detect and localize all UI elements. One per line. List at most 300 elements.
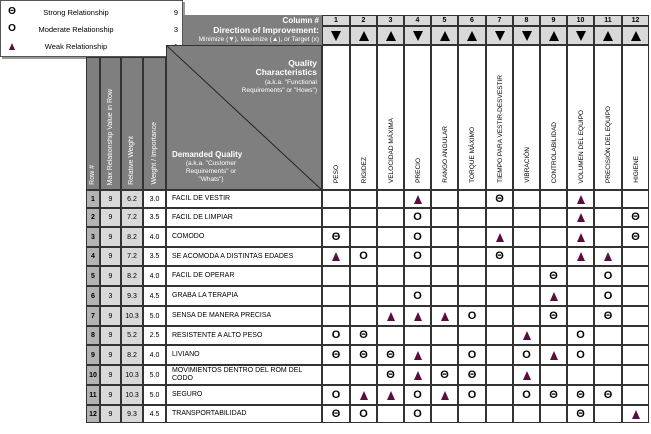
row-number-7 (86, 306, 100, 326)
column-number-text: 4 (415, 17, 420, 24)
row-max-relationship (100, 208, 121, 227)
max-relationship-value: 9 (108, 351, 113, 359)
moderate-relationship-icon: O (576, 348, 585, 361)
row-number-text: 12 (89, 410, 97, 418)
legend-row-strong (1, 4, 184, 21)
column-name-5 (431, 45, 458, 190)
relationship-cell (567, 247, 594, 266)
relationship-cell (458, 345, 486, 365)
relationship-cell (486, 365, 513, 385)
row-number-10 (86, 365, 100, 385)
relationship-cell (431, 345, 458, 365)
row-number-1 (86, 190, 100, 208)
relationship-cell (540, 306, 567, 326)
row-weight (143, 286, 166, 306)
row-relative-weight (121, 208, 143, 227)
relationship-cell (540, 345, 567, 365)
relationship-cell (567, 306, 594, 326)
row-number-header (86, 57, 100, 190)
relationship-cell (404, 326, 431, 345)
legend-value: 3 (173, 25, 178, 34)
relationship-cell (594, 208, 622, 227)
demanded-quality-title: Demanded Quality (172, 150, 243, 159)
column-name-text: RIGIDEZ (360, 156, 368, 183)
row-max-relationship (100, 385, 121, 405)
row-number-text: 1 (91, 195, 95, 203)
weak-relationship-icon (604, 252, 612, 261)
arrow-down-icon (413, 31, 423, 41)
relationship-cell (431, 227, 458, 247)
row-number-12 (86, 405, 100, 423)
row-max-relationship (100, 247, 121, 266)
direction-3 (377, 26, 404, 45)
weight-importance-header (143, 57, 166, 190)
arrow-up-icon (359, 31, 369, 41)
arrow-down-icon (495, 31, 505, 41)
relationship-cell (322, 286, 350, 306)
relative-weight-value: 10.3 (125, 312, 139, 320)
relationship-cell (594, 405, 622, 423)
column-name-text: VELOCIDAD MÁXIMA (387, 117, 395, 183)
demanded-quality-item (166, 227, 322, 247)
row-number-text: 6 (91, 292, 95, 300)
weak-relationship-icon (550, 292, 558, 301)
weak-relationship-icon (577, 252, 585, 261)
relationship-cell (350, 385, 377, 405)
relationship-cell (377, 266, 404, 286)
row-weight (143, 306, 166, 326)
relative-weight-value: 5.2 (127, 332, 137, 339)
strong-relationship-icon: Θ (467, 368, 477, 381)
demanded-quality-text: GRABA LA TERAPIA (172, 292, 239, 299)
column-number-1 (322, 15, 350, 26)
relationship-cell (567, 286, 594, 306)
relationship-cell (622, 345, 649, 365)
demanded-quality-item (166, 190, 322, 208)
relationship-cell (404, 385, 431, 405)
moderate-relationship-icon: O (359, 250, 368, 262)
legend-label: Strong Relationship (43, 8, 109, 17)
relationship-cell (622, 286, 649, 306)
weak-relationship-icon (332, 252, 340, 261)
weight-value: 5.0 (149, 371, 160, 379)
demanded-quality-item (166, 208, 322, 227)
arrow-up-icon (631, 31, 641, 41)
weight-value: 3.5 (149, 214, 160, 221)
relationship-cell (431, 247, 458, 266)
relationship-cell (322, 190, 350, 208)
relationship-cell (404, 247, 431, 266)
row-relative-weight (121, 365, 143, 385)
demanded-quality-item (166, 326, 322, 345)
legend-row-weak (1, 38, 184, 55)
row-number-4 (86, 247, 100, 266)
relationship-cell (377, 326, 404, 345)
strong-relationship-icon: Θ (440, 368, 449, 381)
relative-weight-value: 7.2 (127, 214, 137, 221)
row-max-relationship (100, 405, 121, 423)
relationship-cell (377, 306, 404, 326)
row-max-relationship (100, 190, 121, 208)
relationship-cell (486, 385, 513, 405)
row-number-8 (86, 326, 100, 345)
relationship-cell (622, 227, 649, 247)
column-number-text: 2 (361, 17, 366, 24)
row-number-text: 9 (91, 351, 95, 359)
header-strip (183, 15, 322, 45)
row-max-relationship (100, 306, 121, 326)
relationship-cell (594, 247, 622, 266)
relative-weight-value: 8.2 (127, 233, 137, 241)
relationship-cell (567, 326, 594, 345)
relationship-cell (513, 266, 540, 286)
row-number-text: 10 (89, 371, 97, 379)
moderate-relationship-icon: O (413, 388, 422, 401)
row-relative-weight (121, 306, 143, 326)
relationship-cell (350, 286, 377, 306)
column-number-7 (486, 15, 513, 26)
weak-relationship-icon (360, 391, 368, 400)
demanded-quality-text: SE ACOMODA A DISTINTAS EDADES (172, 252, 294, 260)
relationship-cell (594, 306, 622, 326)
relationship-cell (377, 365, 404, 385)
row-relative-weight (121, 286, 143, 306)
relationship-cell (458, 365, 486, 385)
moderate-relationship-icon: O (331, 329, 341, 341)
relationship-cell (431, 266, 458, 286)
column-name-4 (404, 45, 431, 190)
weight-value: 2.5 (149, 332, 160, 339)
strong-relationship-icon: Θ (495, 250, 504, 262)
column-name-9 (540, 45, 567, 190)
moderate-relationship-icon: O (8, 23, 16, 34)
max-relationship-value: 3 (108, 292, 113, 300)
relationship-cell (540, 247, 567, 266)
row-relative-weight (121, 405, 143, 423)
relationship-cell (486, 345, 513, 365)
relationship-cell (486, 306, 513, 326)
direction-6 (458, 26, 486, 45)
relationship-cell (431, 190, 458, 208)
weak-relationship-icon (414, 312, 422, 321)
strong-relationship-icon: Θ (631, 230, 640, 243)
relationship-cell (350, 266, 377, 286)
relationship-cell (404, 345, 431, 365)
relationship-cell (404, 286, 431, 306)
arrow-up-icon (549, 31, 559, 41)
weak-relationship-icon (414, 195, 422, 204)
row-weight (143, 326, 166, 345)
arrow-up-icon (603, 31, 613, 41)
strong-relationship-icon: Θ (359, 348, 368, 361)
moderate-relationship-icon: O (331, 388, 341, 401)
direction-2 (350, 26, 377, 45)
relationship-cell (622, 306, 649, 326)
relationship-cell (431, 365, 458, 385)
relationship-cell (622, 385, 649, 405)
max-relationship-value: 9 (108, 233, 113, 241)
strong-relationship-icon: Θ (331, 407, 341, 420)
relationship-cell (404, 405, 431, 423)
direction-title: Direction of Improvement: (213, 25, 319, 35)
row-number-11 (86, 385, 100, 405)
column-name-1 (322, 45, 350, 190)
relationship-cell (594, 190, 622, 208)
column-number-12 (622, 15, 649, 26)
row-relative-weight (121, 247, 143, 266)
relationship-cell (350, 365, 377, 385)
quality-characteristics-title: Quality Characteristics (255, 58, 317, 77)
row-weight (143, 227, 166, 247)
arrow-up-icon (386, 31, 396, 41)
relationship-cell (513, 365, 540, 385)
strong-relationship-icon: Θ (331, 348, 341, 361)
relationship-cell (622, 266, 649, 286)
relationship-cell (458, 286, 486, 306)
relative-weight-header-text: Relative Weight (128, 136, 135, 185)
relationship-cell (567, 190, 594, 208)
row-number-text: 8 (91, 332, 95, 339)
relationship-cell (594, 266, 622, 286)
demanded-quality-item (166, 405, 322, 423)
relationship-cell (567, 345, 594, 365)
legend-label: Weak Relationship (44, 42, 108, 51)
strong-relationship-icon: Θ (495, 192, 504, 205)
weight-value: 4.5 (149, 292, 160, 300)
row-max-relationship (100, 326, 121, 345)
weak-relationship-icon (577, 213, 585, 222)
relationship-cell (404, 365, 431, 385)
moderate-relationship-icon: O (359, 407, 368, 420)
column-name-12 (622, 45, 649, 190)
relationship-cell (486, 190, 513, 208)
demanded-quality-text: COMODO (172, 233, 205, 240)
relationship-cell (322, 326, 350, 345)
row-weight (143, 208, 166, 227)
row-weight (143, 365, 166, 385)
relationship-cell (622, 405, 649, 423)
arrow-up-icon (467, 31, 477, 41)
weight-value: 4.0 (149, 272, 160, 280)
relationship-cell (377, 247, 404, 266)
max-relationship-value: 9 (108, 371, 113, 379)
strong-relationship-icon: Θ (549, 309, 558, 322)
column-name-8 (513, 45, 540, 190)
column-number-2 (350, 15, 377, 26)
moderate-relationship-icon: O (522, 348, 531, 361)
relationship-cell (486, 266, 513, 286)
relationship-cell (567, 385, 594, 405)
demanded-quality-item (166, 345, 322, 365)
row-relative-weight (121, 385, 143, 405)
column-number-text: 5 (442, 17, 447, 24)
weak-relationship-icon (496, 233, 504, 242)
relationship-cell (513, 208, 540, 227)
relationship-cell (486, 208, 513, 227)
demanded-quality-text: TRANSPORTABILIDAD (172, 410, 247, 417)
column-number-3 (377, 15, 404, 26)
weak-relationship-icon (577, 233, 585, 242)
row-weight (143, 266, 166, 286)
weight-importance-header-text: Weight / Importance (150, 122, 158, 185)
column-name-text: CONTROLABILIDAD (550, 121, 558, 183)
relationship-cell (458, 385, 486, 405)
weight-value: 5.0 (149, 391, 160, 399)
relationship-cell (431, 405, 458, 423)
column-name-text: VIBRACIÓN (523, 147, 531, 183)
max-relationship-header (100, 57, 121, 190)
column-number-text: 9 (551, 17, 556, 24)
relationship-cell (540, 326, 567, 345)
relationship-cell (513, 247, 540, 266)
relationship-cell (322, 227, 350, 247)
strong-relationship-icon: Θ (331, 230, 341, 243)
column-number-text: 12 (631, 17, 640, 24)
column-number-text: 7 (497, 17, 502, 24)
max-relationship-value: 9 (108, 214, 113, 221)
row-number-text: 11 (89, 391, 97, 399)
relationship-cell (431, 385, 458, 405)
relationship-cell (540, 208, 567, 227)
relationship-cell (594, 345, 622, 365)
row-number-9 (86, 345, 100, 365)
weight-value: 4.0 (149, 233, 160, 241)
row-weight (143, 190, 166, 208)
relationship-cell (622, 326, 649, 345)
relationship-cell (540, 405, 567, 423)
column-name-7 (486, 45, 513, 190)
max-relationship-value: 9 (108, 410, 113, 418)
relationship-cell (322, 266, 350, 286)
row-number-text: 3 (91, 233, 95, 241)
max-relationship-value: 9 (108, 391, 113, 399)
row-number-text: 5 (91, 272, 95, 280)
relationship-cell (458, 190, 486, 208)
relationship-cell (622, 208, 649, 227)
relative-weight-value: 8.2 (127, 351, 137, 359)
relationship-cell (458, 247, 486, 266)
relationship-cell (404, 227, 431, 247)
relationship-cell (540, 385, 567, 405)
strong-relationship-icon: Θ (549, 388, 558, 401)
relationship-cell (377, 286, 404, 306)
moderate-relationship-icon: O (522, 388, 531, 401)
relationship-cell (431, 306, 458, 326)
demanded-quality-text: RESISTENTE A ALTO PESO (172, 331, 263, 339)
row-number-2 (86, 208, 100, 227)
column-name-text: TIEMPO PARA VESTIR-DESVESTIR (496, 75, 504, 183)
weight-value: 5.0 (149, 312, 160, 320)
demanded-quality-item (166, 247, 322, 266)
column-number-text: 10 (576, 17, 585, 24)
direction-7 (486, 26, 513, 45)
strong-relationship-icon: Θ (631, 211, 640, 223)
direction-4 (404, 26, 431, 45)
strong-relationship-icon: Θ (359, 329, 368, 341)
demanded-quality-item (166, 286, 322, 306)
arrow-down-icon (331, 31, 341, 41)
weight-value: 4.5 (149, 410, 160, 418)
relationship-cell (540, 266, 567, 286)
max-relationship-value: 9 (108, 312, 113, 320)
demanded-quality-text: FACIL DE OPERAR (172, 272, 235, 279)
relationship-cell (377, 345, 404, 365)
strong-relationship-icon: Θ (8, 6, 16, 17)
legend-label: Moderate Relationship (38, 25, 114, 34)
column-name-3 (377, 45, 404, 190)
column-number-6 (458, 15, 486, 26)
direction-12 (622, 26, 649, 45)
relationship-cell (404, 208, 431, 227)
relationship-cell (513, 227, 540, 247)
relationship-cell (594, 365, 622, 385)
relationship-cell (594, 227, 622, 247)
weak-relationship-icon (523, 371, 531, 380)
relationship-cell (567, 405, 594, 423)
column-name-10 (567, 45, 594, 190)
relative-weight-value: 10.3 (125, 371, 139, 379)
weak-relationship-icon (577, 195, 585, 204)
relationship-cell (350, 227, 377, 247)
weak-relationship-icon (387, 312, 395, 321)
row-relative-weight (121, 227, 143, 247)
relative-weight-value: 9.3 (127, 410, 137, 418)
column-number-text: 8 (524, 17, 529, 24)
column-number-8 (513, 15, 540, 26)
relative-weight-value: 7.2 (127, 253, 137, 260)
relationship-cell (377, 227, 404, 247)
relationship-cell (567, 266, 594, 286)
arrow-up-icon (440, 31, 450, 41)
relationship-cell (322, 208, 350, 227)
relationship-cell (513, 345, 540, 365)
column-number-9 (540, 15, 567, 26)
column-number-text: 3 (388, 17, 393, 24)
weak-relationship-icon (441, 391, 449, 400)
row-max-relationship (100, 365, 121, 385)
relationship-cell (350, 190, 377, 208)
relationship-cell (404, 190, 431, 208)
column-name-text: PRECIO (414, 158, 422, 183)
column-name-text: PRECISIÓN DEL EQUIPO (605, 105, 612, 183)
moderate-relationship-icon: O (467, 348, 477, 361)
relationship-cell (486, 405, 513, 423)
relationship-cell (350, 326, 377, 345)
moderate-relationship-icon: O (413, 407, 422, 420)
row-relative-weight (121, 326, 143, 345)
relationship-cell (486, 326, 513, 345)
relationship-cell (350, 345, 377, 365)
relationship-cell (540, 227, 567, 247)
column-name-6 (458, 45, 486, 190)
column-name-text: HIGIENE (632, 156, 640, 183)
direction-11 (594, 26, 622, 45)
moderate-relationship-icon: O (603, 289, 613, 302)
weak-relationship-icon (441, 312, 449, 321)
row-relative-weight (121, 190, 143, 208)
weak-relationship-icon (414, 351, 422, 360)
max-relationship-value: 9 (108, 332, 113, 339)
relationship-cell (350, 306, 377, 326)
quality-header-box (166, 45, 322, 190)
moderate-relationship-icon: O (413, 289, 422, 302)
max-relationship-header-text: Max Relationship Value in Row (106, 88, 114, 185)
row-number-text: 4 (91, 253, 95, 260)
strong-relationship-icon: Θ (576, 407, 585, 420)
weight-value: 3.0 (149, 195, 160, 203)
direction-9 (540, 26, 567, 45)
column-number-4 (404, 15, 431, 26)
